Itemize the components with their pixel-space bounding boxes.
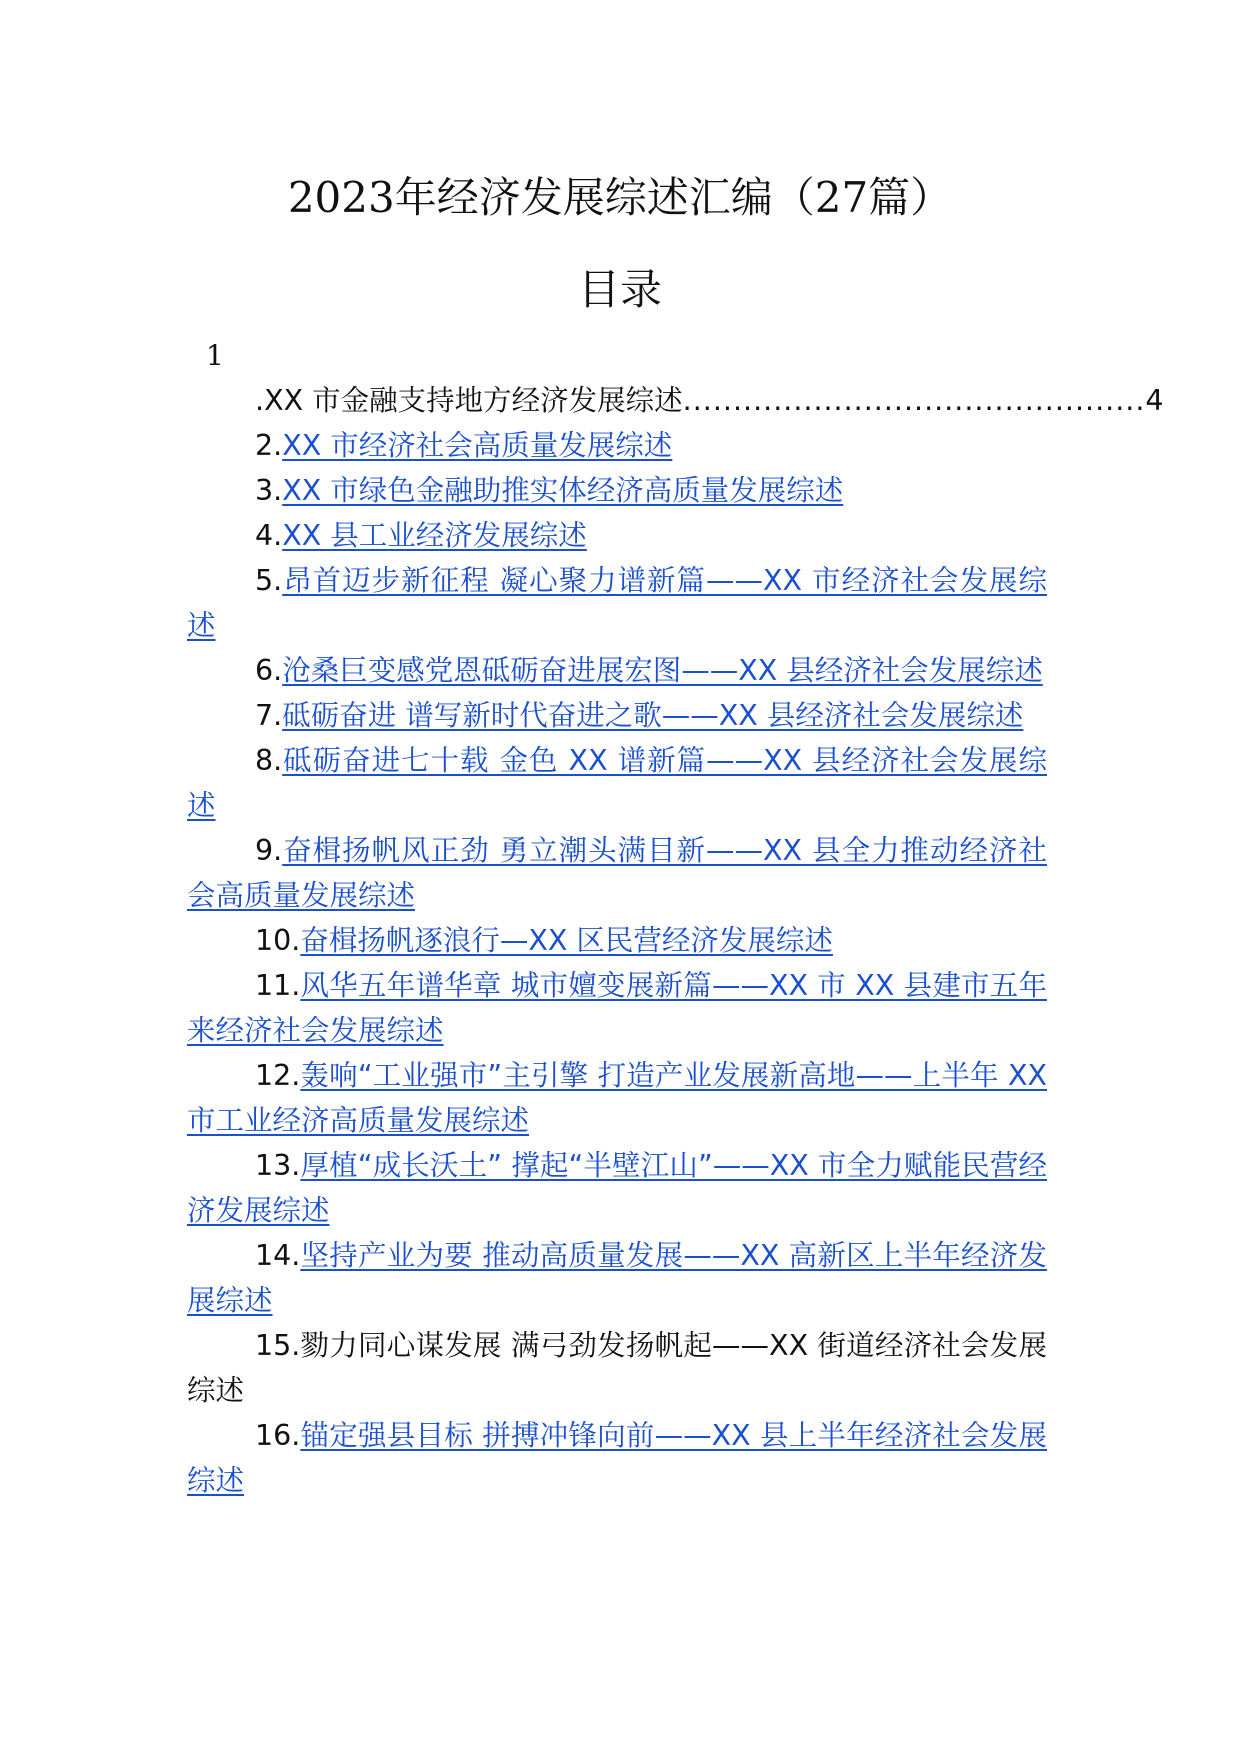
toc-item-link[interactable]: 砥砺奋进七十载 金色 XX 谱新篇——XX 县经济社会发展综述 bbox=[187, 744, 1047, 822]
title-count: 27 bbox=[814, 173, 869, 222]
toc-item-link[interactable]: 坚持产业为要 推动高质量发展——XX 高新区上半年经济发展综述 bbox=[187, 1239, 1047, 1317]
toc-item-number: 8. bbox=[255, 744, 283, 777]
toc-item-number: 14. bbox=[255, 1239, 301, 1272]
toc-item-link[interactable]: 厚植“成长沃土” 撑起“半壁江山”——XX 市全力赋能民营经济发展综述 bbox=[187, 1149, 1047, 1227]
toc-item-link[interactable]: 沧桑巨变感党恩砥砺奋进展宏图——XX 县经济社会发展综述 bbox=[282, 654, 1043, 687]
toc-item-link[interactable]: XX 县工业经济发展综述 bbox=[282, 519, 587, 552]
title-year: 2023 bbox=[287, 173, 395, 222]
table-of-contents bbox=[187, 378, 1164, 1503]
toc-item-7[interactable] bbox=[187, 693, 1047, 738]
toc-item-9[interactable] bbox=[187, 828, 1047, 918]
toc-item-number: 6. bbox=[255, 654, 283, 687]
toc-item-8[interactable] bbox=[187, 738, 1047, 828]
toc-item-5[interactable] bbox=[187, 558, 1047, 648]
toc-item-1[interactable] bbox=[187, 378, 1164, 423]
toc-item-number: 2. bbox=[255, 429, 283, 462]
toc-item-number: 3. bbox=[255, 474, 283, 507]
toc-item-number: 4. bbox=[255, 519, 283, 552]
toc-item-14[interactable] bbox=[187, 1233, 1047, 1323]
toc-item-link[interactable]: 奋楫扬帆风正劲 勇立潮头满目新——XX 县全力推动经济社会高质量发展综述 bbox=[187, 834, 1047, 912]
toc-item-number: 16. bbox=[255, 1419, 301, 1452]
document-title bbox=[0, 168, 1240, 228]
toc-item-number: 5. bbox=[255, 564, 283, 597]
toc-item-6[interactable] bbox=[187, 648, 1047, 693]
toc-item-link[interactable]: XX 市绿色金融助推实体经济高质量发展综述 bbox=[282, 474, 844, 507]
toc-item-number: 9. bbox=[255, 834, 283, 867]
toc-list bbox=[187, 423, 1047, 1503]
toc-item-link[interactable]: 砥砺奋进 谱写新时代奋进之歌——XX 县经济社会发展综述 bbox=[282, 699, 1024, 732]
toc-item-11[interactable] bbox=[187, 963, 1047, 1053]
toc-item-number: 7. bbox=[255, 699, 283, 732]
toc-item-link[interactable]: 奋楫扬帆逐浪行—XX 区民营经济发展综述 bbox=[300, 924, 833, 957]
toc-item-2[interactable] bbox=[187, 423, 1047, 468]
toc-item-link[interactable]: 锚定强县目标 拼搏冲锋向前——XX 县上半年经济社会发展综述 bbox=[187, 1419, 1047, 1497]
toc-item-link[interactable]: 轰响“工业强市”主引擎 打造产业发展新高地——上半年 XX 市工业经济高质量发展综述 bbox=[187, 1059, 1047, 1137]
toc-item-16[interactable] bbox=[187, 1413, 1047, 1503]
toc-item-number: 12. bbox=[255, 1059, 301, 1092]
toc-item-link[interactable]: XX 市经济社会高质量发展综述 bbox=[282, 429, 673, 462]
title-middle: 年经济发展综述汇编（ bbox=[394, 173, 815, 222]
toc-item-1-number: . bbox=[255, 384, 265, 417]
toc-heading: 目录 bbox=[577, 265, 662, 314]
toc-item-number: 15. bbox=[255, 1329, 301, 1362]
title-tail: 篇） bbox=[868, 173, 953, 222]
toc-item-number: 10. bbox=[255, 924, 301, 957]
toc-item-4[interactable] bbox=[187, 513, 1047, 558]
toc-item-link[interactable]: 风华五年谱华章 城市嬗变展新篇——XX 市 XX 县建市五年来经济社会发展综述 bbox=[187, 969, 1047, 1047]
toc-item-10[interactable] bbox=[187, 918, 1047, 963]
toc-item-12[interactable] bbox=[187, 1053, 1047, 1143]
toc-item-title: 勠力同心谋发展 满弓劲发扬帆起——XX 街道经济社会发展综述 bbox=[187, 1329, 1047, 1407]
toc-item-1-title: .XX 市金融支持地方经济发展综述 bbox=[255, 384, 683, 417]
toc-item-3[interactable] bbox=[187, 468, 1047, 513]
toc-item-number: 11. bbox=[255, 969, 301, 1002]
toc-item-1-page: 4 bbox=[1145, 384, 1164, 417]
page-marker: 1 bbox=[206, 339, 224, 372]
toc-item-number: 13. bbox=[255, 1149, 301, 1182]
toc-dot-leader: .............................................. bbox=[682, 384, 1146, 417]
toc-item-15[interactable] bbox=[187, 1323, 1047, 1413]
toc-item-13[interactable] bbox=[187, 1143, 1047, 1233]
toc-item-link[interactable]: 昂首迈步新征程 凝心聚力谱新篇——XX 市经济社会发展综述 bbox=[187, 564, 1047, 642]
